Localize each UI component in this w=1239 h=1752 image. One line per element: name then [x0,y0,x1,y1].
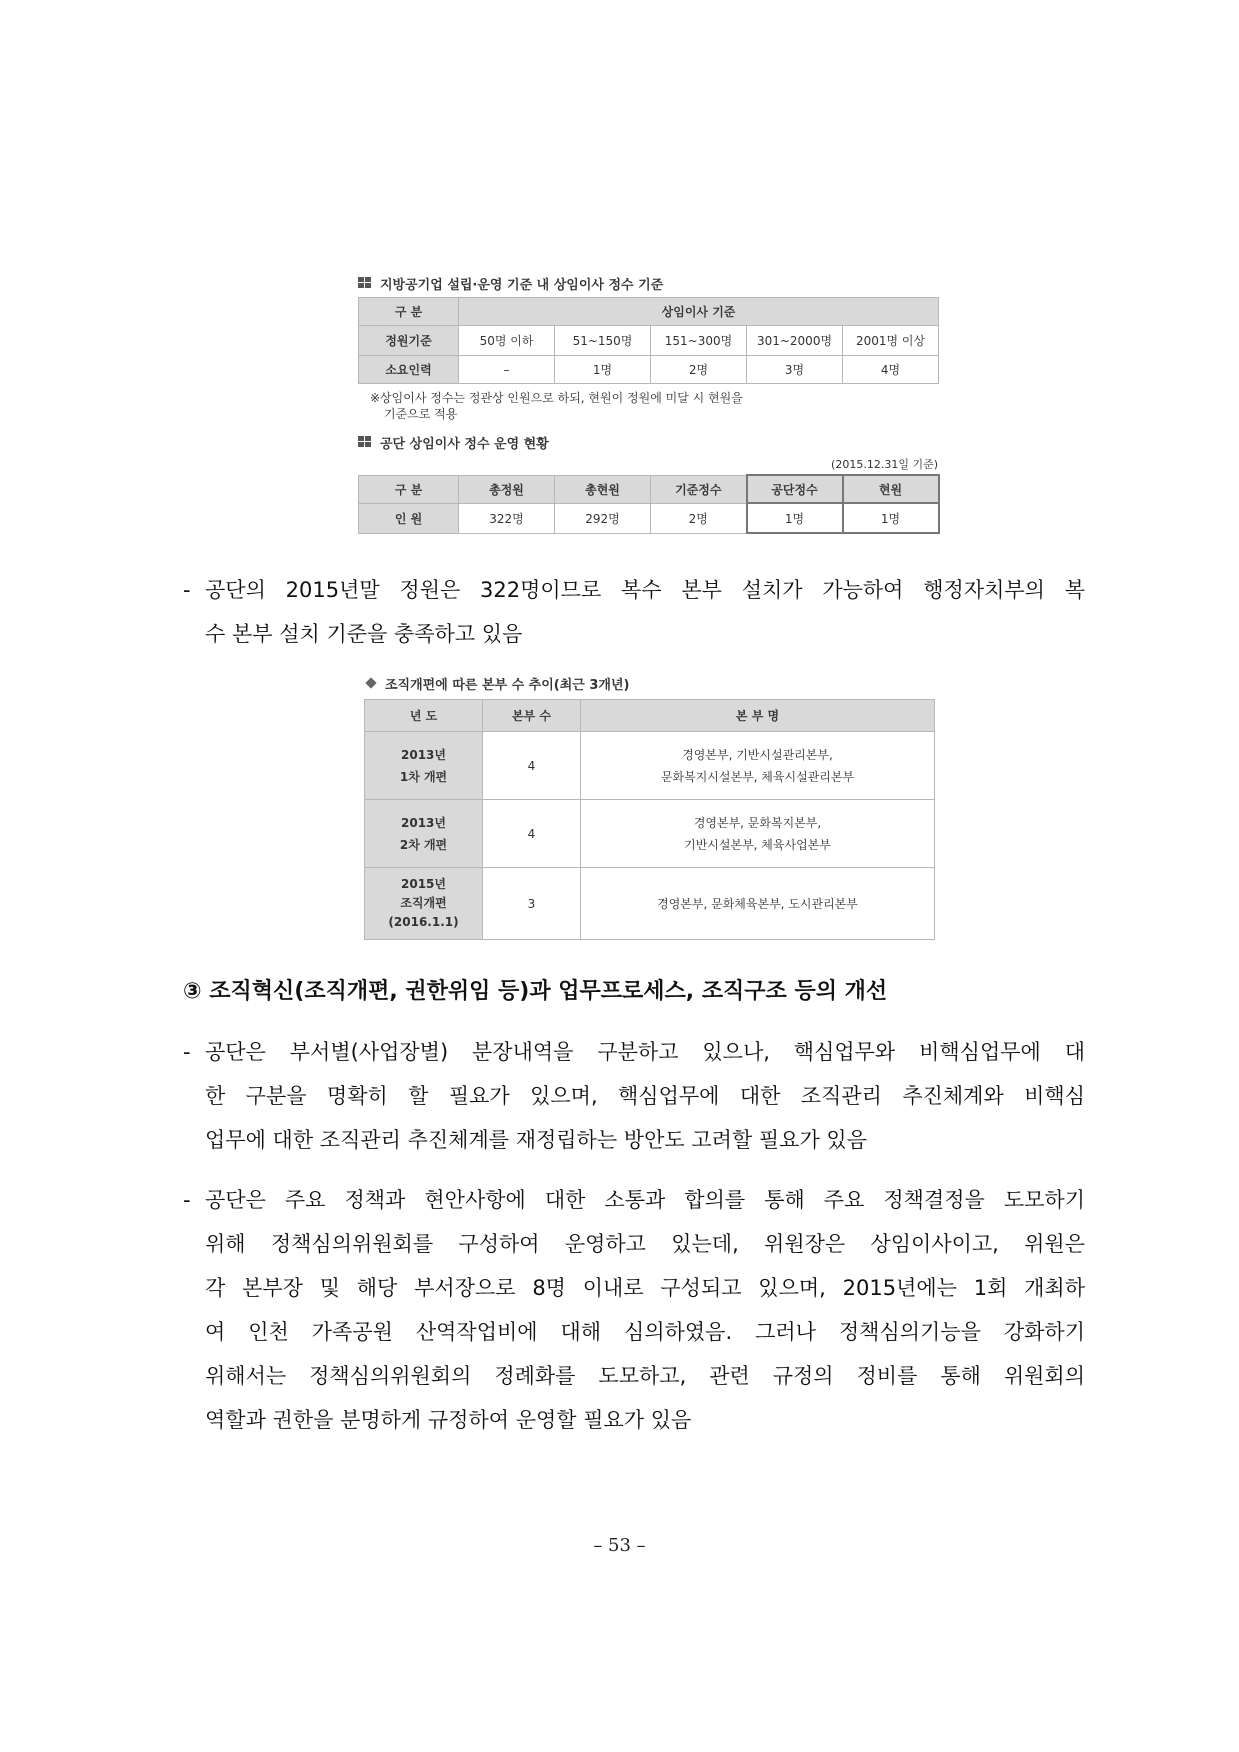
table-image-block-2 [364,673,934,940]
header-cell: 구 분 [359,475,459,503]
table2-date-note: (2015.12.31일 기준) [831,458,938,471]
table-header-row [359,298,939,326]
row-label: 소요인력 [359,356,459,384]
square-bullet-icon [358,436,372,448]
table-cell: 1명 [747,503,843,533]
table-row [365,732,935,800]
square-bullet-icon [358,277,372,289]
count-cell: 4 [483,800,581,868]
table-cell: 4명 [843,356,939,384]
table-cell: 292명 [555,503,651,533]
table-row [359,503,939,533]
table1-note: ※상임이사 정수는 정관상 인원으로 하되, 현원이 정원에 미달 시 현원을 기준으로 적용 [370,391,743,421]
table-row [359,356,939,384]
headquarters-trend-table [364,699,935,940]
header-cell: 현원 [843,475,939,503]
table-cell: 1명 [555,356,651,384]
header-cell: 본부 수 [483,700,581,732]
table-cell: – [459,356,555,384]
table1-caption: 지방공기업 설립·운영 기준 내 상임이사 정수 기준 [358,273,938,293]
table-cell: 1명 [843,503,939,533]
names-cell: 경영본부, 문화복지본부, 기반시설본부, 체육사업본부 [581,800,935,868]
count-cell: 3 [483,868,581,940]
header-cell: 기준정수 [651,475,747,503]
page-number: – 53 – [593,1535,646,1556]
table-image-block-1 [358,273,938,534]
table-row [365,868,935,940]
header-cell: 총정원 [459,475,555,503]
table-cell: 322명 [459,503,555,533]
names-cell: 경영본부, 문화체육본부, 도시관리본부 [581,868,935,940]
header-cell: 총현원 [555,475,651,503]
table-cell: 3명 [747,356,843,384]
header-cell: 상임이사 기준 [459,298,939,326]
year-cell: 2013년 2차 개편 [365,800,483,868]
table3-caption: 조직개편에 따른 본부 수 추이(최근 3개년) [364,673,934,693]
header-cell: 공단정수 [747,475,843,503]
diamond-bullet-icon [365,677,376,688]
table-header-row [359,475,939,503]
section-heading: ③ 조직혁신(조직개편, 권한위임 등)과 업무프로세스, 조직구조 등의 개선 [183,979,888,1004]
row-label: 정원기준 [359,326,459,356]
names-cell: 경영본부, 기반시설관리본부, 문화복지시설본부, 체육시설관리본부 [581,732,935,800]
table-cell: 2명 [651,356,747,384]
year-cell: 2015년 조직개편 (2016.1.1) [365,868,483,940]
table-row [359,326,939,356]
officer-quota-standard-table [358,297,939,384]
header-cell: 년 도 [365,700,483,732]
paragraph-policy-committee: - 공단은 주요 정책과 현안사항에 대한 소통과 합의를 통해 주요 정책결정을 도모하기 위해 정책심의위원회를 구성하여 운영하고 있는데, 위원장은 상임이사이고, 위원은 각 본부장 및 해당 부서장으로 8명 이내로 구성되고 있으며, 2015년에는 1회 개최하 여 인천 가족공원 산역작업비에 대해 심의하였음. 그러나 정책심의기능을 강화하기 위해서는 정책심의위원회의 정례화를 도모하고, 관련 규정의 정비를 통해 위원회의 역할과 권한을 분명하게 규정하여 운영할 필요가 있음 [183,1188,1085,1432]
officer-quota-status-table [358,474,940,534]
table-cell: 301~2000명 [747,326,843,356]
table-cell: 51~150명 [555,326,651,356]
table-cell: 2명 [651,503,747,533]
table2-caption: 공단 상임이사 정수 운영 현황 [358,432,938,452]
table-cell: 2001명 이상 [843,326,939,356]
header-cell: 구 분 [359,298,459,326]
paragraph-core-business: - 공단은 부서별(사업장별) 분장내역을 구분하고 있으나, 핵심업무와 비핵심업무에 대 한 구분을 명확히 할 필요가 있으며, 핵심업무에 대한 조직관리 추진체계와 비핵심 업무에 대한 조직관리 추진체계를 재정립하는 방안도 고려할 필요가 있음 [183,1040,1085,1152]
header-cell: 본 부 명 [581,700,935,732]
table-header-row [365,700,935,732]
year-cell: 2013년 1차 개편 [365,732,483,800]
table-row [365,800,935,868]
table-cell: 50명 이하 [459,326,555,356]
paragraph-headquarters-quota: - 공단의 2015년말 정원은 322명이므로 복수 본부 설치가 가능하여 행정자치부의 복 수 본부 설치 기준을 충족하고 있음 [183,578,1085,646]
table-cell: 151~300명 [651,326,747,356]
row-label: 인 원 [359,503,459,533]
count-cell: 4 [483,732,581,800]
